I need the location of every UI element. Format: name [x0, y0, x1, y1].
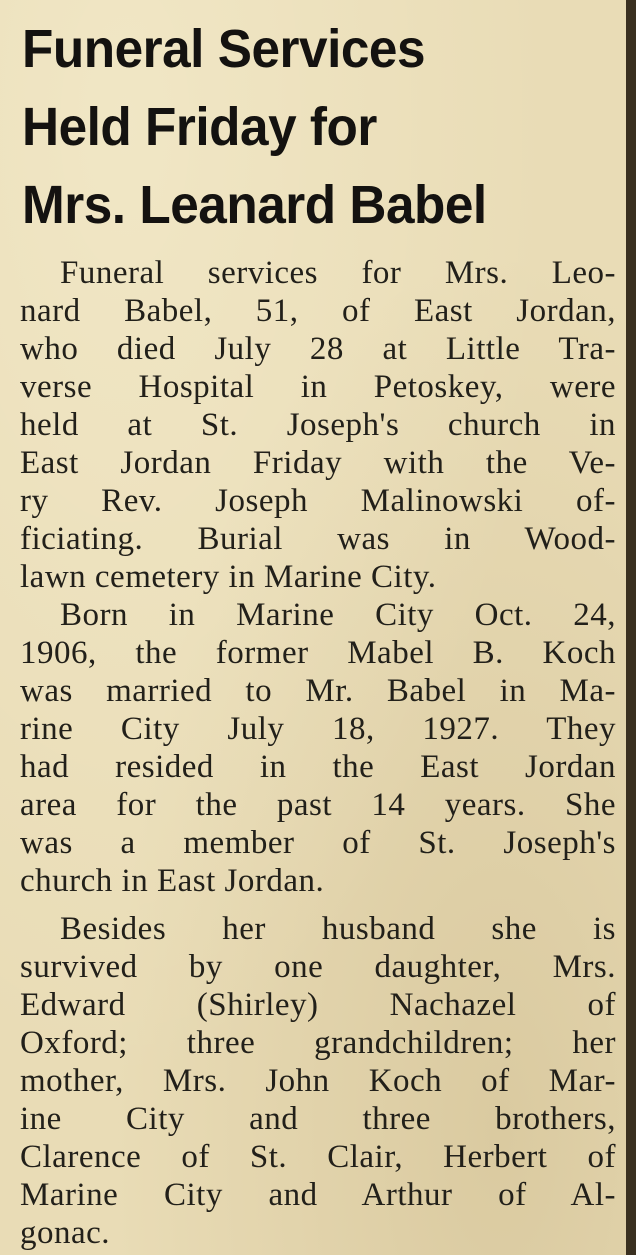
text-line: rine City July 18, 1927. They [20, 711, 616, 747]
text-line: who died July 28 at Little Tra- [20, 331, 616, 367]
text-line: lawn cemetery in Marine City. [20, 559, 437, 595]
paragraph-services [20, 254, 616, 596]
text-line: Besides her husband she is [60, 911, 616, 947]
text-line: 1906, the former Mabel B. Koch [20, 635, 616, 671]
text-line: was married to Mr. Babel in Ma- [20, 673, 616, 709]
text-line: was a member of St. Joseph's [20, 825, 616, 861]
text-line: East Jordan Friday with the Ve- [20, 445, 616, 481]
paragraph-survivors [20, 910, 616, 1252]
headline [22, 10, 573, 244]
text-line: Oxford; three grandchildren; her [20, 1025, 616, 1061]
text-line: ry Rev. Joseph Malinowski of- [20, 483, 616, 519]
text-line: Clarence of St. Clair, Herbert of [20, 1139, 616, 1175]
paragraph-biography [20, 596, 616, 900]
text-line: ficiating. Burial was in Wood- [20, 521, 616, 557]
headline-line: Held Friday for [22, 97, 377, 157]
text-line: held at St. Joseph's church in [20, 407, 616, 443]
text-line: verse Hospital in Petoskey, were [20, 369, 616, 405]
text-line: mother, Mrs. John Koch of Mar- [20, 1063, 616, 1099]
text-line: Funeral services for Mrs. Leo- [60, 255, 616, 291]
text-line: had resided in the East Jordan [20, 749, 616, 785]
text-line: church in East Jordan. [20, 863, 325, 899]
text-line: Marine City and Arthur of Al- [20, 1177, 616, 1213]
background-edge [626, 0, 636, 1255]
article-body [20, 254, 616, 1252]
text-line: Born in Marine City Oct. 24, [60, 597, 616, 633]
text-line: Edward (Shirley) Nachazel of [20, 987, 616, 1023]
headline-line: Mrs. Leanard Babel [22, 175, 487, 235]
text-line: ine City and three brothers, [20, 1101, 616, 1137]
text-line: survived by one daughter, Mrs. [20, 949, 616, 985]
text-line: nard Babel, 51, of East Jordan, [20, 293, 616, 329]
text-line: gonac. [20, 1215, 111, 1251]
text-line: area for the past 14 years. She [20, 787, 616, 823]
headline-line: Funeral Services [22, 19, 426, 79]
